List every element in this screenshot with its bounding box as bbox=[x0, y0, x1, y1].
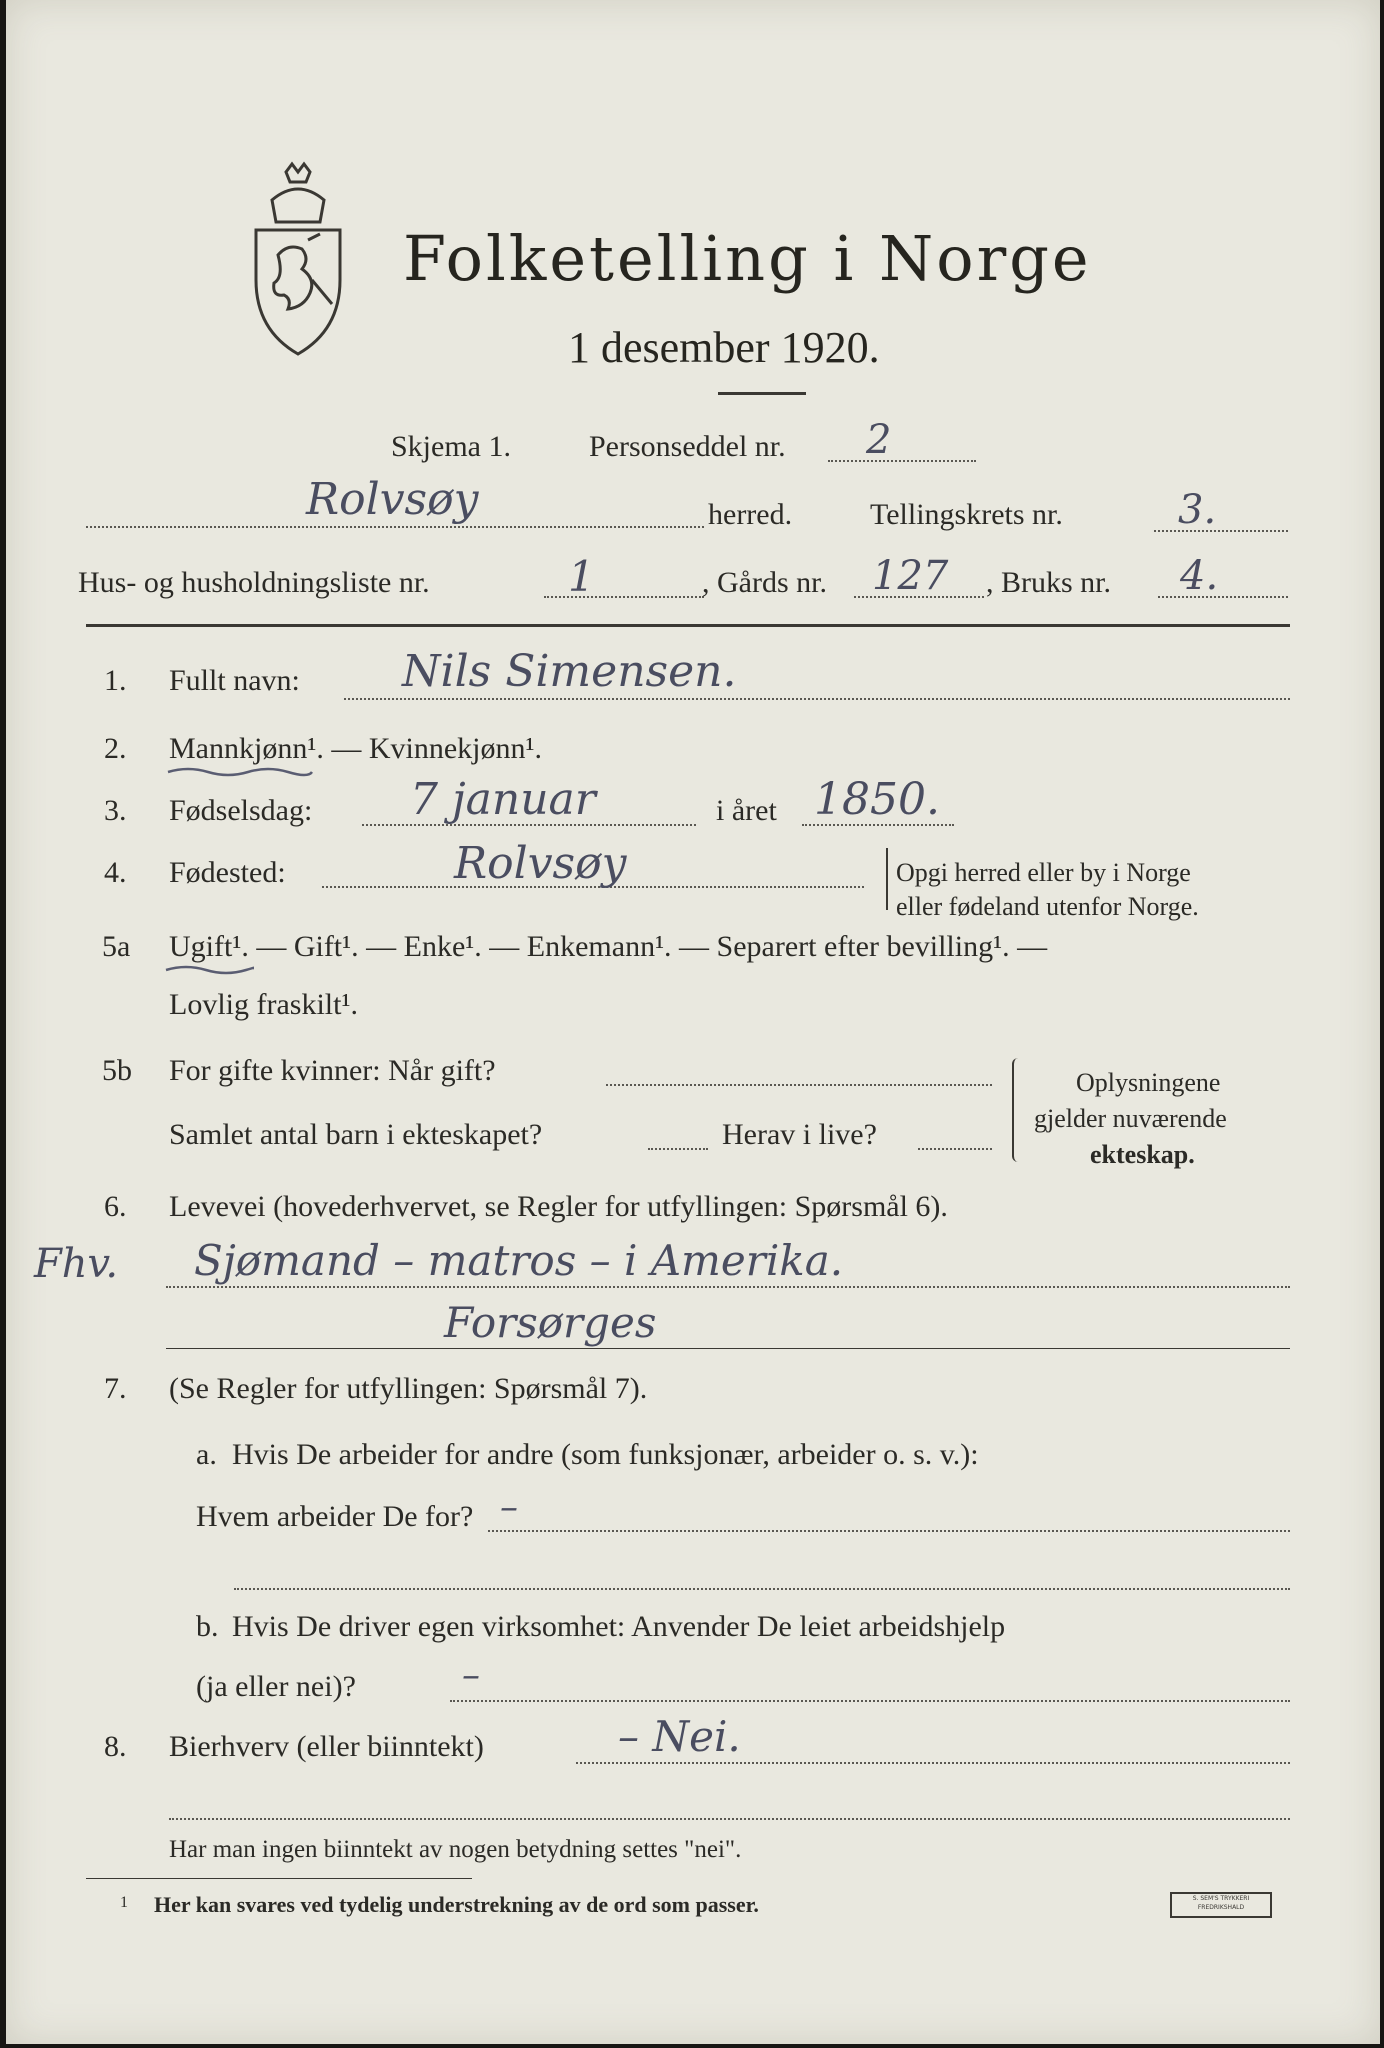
header-divider bbox=[86, 624, 1290, 627]
q6-field-line-1 bbox=[166, 1286, 1290, 1288]
q7b-field-line bbox=[450, 1700, 1290, 1702]
q8-value[interactable]: – Nei. bbox=[618, 1712, 741, 1761]
personseddel-label: Personseddel nr. bbox=[589, 430, 786, 463]
q7a-number: a. bbox=[196, 1438, 217, 1471]
form-title: Folketelling i Norge bbox=[403, 222, 1092, 295]
personseddel-field-line bbox=[828, 460, 976, 462]
tellingskrets-label: Tellingskrets nr. bbox=[870, 498, 1063, 531]
q6-field-line-2 bbox=[166, 1348, 1290, 1349]
skjema-label: Skjema 1. bbox=[391, 430, 511, 463]
q4-value[interactable]: Rolvsøy bbox=[454, 838, 627, 889]
q7-number: 7. bbox=[104, 1372, 127, 1405]
q4-note-line2: eller fødeland utenfor Norge. bbox=[896, 892, 1199, 921]
census-date: 1 desember 1920. bbox=[568, 323, 880, 372]
herred-field-line bbox=[86, 526, 704, 528]
bruks-field-line bbox=[1158, 596, 1288, 598]
q7a-value[interactable]: – bbox=[500, 1487, 518, 1528]
q5b-children-field-line bbox=[648, 1148, 708, 1150]
q5b-alive-field-line bbox=[918, 1148, 992, 1150]
q7-label: (Se Regler for utfyllingen: Spørsmål 7). bbox=[169, 1372, 648, 1405]
q7b-label2: (ja eller nei)? bbox=[196, 1670, 356, 1703]
q1-field-line bbox=[344, 698, 1290, 700]
q3-label: Fødselsdag: bbox=[169, 794, 313, 827]
q7a-label2: Hvem arbeider De for? bbox=[196, 1500, 474, 1533]
q3-year-value[interactable]: 1850. bbox=[814, 774, 940, 825]
q4-note-brace bbox=[886, 848, 892, 910]
q7b-number: b. bbox=[196, 1610, 219, 1643]
q1-label: Fullt navn: bbox=[169, 664, 300, 697]
q3-year-label: i året bbox=[716, 794, 777, 827]
bruks-label: , Bruks nr. bbox=[986, 566, 1112, 599]
q3-day-value[interactable]: 7 januar bbox=[410, 774, 596, 825]
q6-value-line1[interactable]: Sjømand – matros – i Amerika. bbox=[194, 1236, 844, 1285]
q2-label[interactable]: Mannkjønn¹. — Kvinnekjønn¹. bbox=[169, 732, 542, 765]
q1-number: 1. bbox=[104, 664, 127, 697]
herred-label: herred. bbox=[708, 498, 793, 531]
q5b-note-line2: gjelder nuværende bbox=[1034, 1104, 1227, 1133]
q5b-note-line3: ekteskap. bbox=[1090, 1140, 1195, 1169]
q5b-married-field-line bbox=[606, 1084, 992, 1086]
biinntekt-note: Har man ingen biinntekt av nogen betydning settes "nei". bbox=[169, 1836, 742, 1863]
q5b-herav-label: Herav i live? bbox=[722, 1118, 877, 1151]
q6-prefix[interactable]: Fhv. bbox=[34, 1241, 119, 1287]
tellingskrets-field-line bbox=[1154, 530, 1288, 532]
q7a-field-line bbox=[488, 1530, 1290, 1532]
q7a-label: Hvis De arbeider for andre (som funksjonær, arbeider o. s. v.): bbox=[232, 1438, 979, 1471]
footnote-divider bbox=[86, 1878, 472, 1879]
q3-number: 3. bbox=[104, 794, 127, 827]
norwegian-coat-of-arms-icon bbox=[238, 160, 358, 360]
q8-number: 8. bbox=[104, 1730, 127, 1763]
gards-value[interactable]: 127 bbox=[872, 553, 949, 599]
q8-label: Bierhverv (eller biinntekt) bbox=[169, 1730, 484, 1763]
hus-value[interactable]: 1 bbox=[568, 552, 595, 601]
personseddel-value[interactable]: 2 bbox=[866, 417, 892, 463]
q1-value[interactable]: Nils Simensen. bbox=[402, 646, 737, 697]
q4-label: Fødested: bbox=[169, 856, 286, 889]
hus-label: Hus- og husholdningsliste nr. bbox=[78, 566, 430, 599]
q5a-label-line2[interactable]: Lovlig fraskilt¹. bbox=[169, 988, 358, 1021]
q5a-handwritten-underline bbox=[164, 962, 254, 976]
q8-field-line-2 bbox=[169, 1818, 1290, 1820]
q4-note-line1: Opgi herred eller by i Norge bbox=[896, 858, 1191, 887]
q5b-note-brace bbox=[1012, 1058, 1020, 1162]
q7a-field-line-2 bbox=[234, 1588, 1290, 1590]
q8-field-line bbox=[576, 1762, 1290, 1764]
gards-label: , Gårds nr. bbox=[702, 566, 827, 599]
tellingskrets-value[interactable]: 3. bbox=[1178, 487, 1217, 533]
q4-number: 4. bbox=[104, 856, 127, 889]
printer-stamp: S. SEM'S TRYKKERI FREDRIKSHALD bbox=[1170, 1892, 1272, 1918]
footnote-text: Her kan svares ved tydelig understrekning av de ord som passer. bbox=[154, 1892, 759, 1917]
q7b-label: Hvis De driver egen virksomhet: Anvender De leiet arbeidshjelp bbox=[232, 1610, 1006, 1643]
q5b-label-line1: For gifte kvinner: Når gift? bbox=[169, 1054, 496, 1087]
bruks-value[interactable]: 4. bbox=[1180, 553, 1219, 599]
q5b-label-line2: Samlet antal barn i ekteskapet? bbox=[169, 1118, 543, 1151]
herred-value[interactable]: Rolvsøy bbox=[306, 474, 479, 525]
q5b-number: 5b bbox=[102, 1054, 132, 1087]
q5a-label-line1[interactable]: Ugift¹. — Gift¹. — Enke¹. — Enkemann¹. — Separert efter bevilling¹. — bbox=[169, 930, 1048, 963]
title-divider bbox=[718, 392, 806, 395]
footnote-mark: 1 bbox=[120, 1894, 128, 1911]
q2-number: 2. bbox=[104, 732, 127, 765]
q2-handwritten-underline bbox=[166, 764, 314, 778]
q6-number: 6. bbox=[104, 1190, 127, 1223]
q5a-number: 5a bbox=[102, 930, 131, 963]
q6-label: Levevei (hovederhvervet, se Regler for utfyllingen: Spørsmål 6). bbox=[169, 1190, 948, 1223]
q7b-value[interactable]: – bbox=[462, 1655, 480, 1696]
q6-value-line2[interactable]: Forsørges bbox=[444, 1298, 657, 1347]
q5b-note-line1: Oplysningene bbox=[1076, 1068, 1221, 1097]
census-form-page bbox=[6, 0, 1380, 2044]
